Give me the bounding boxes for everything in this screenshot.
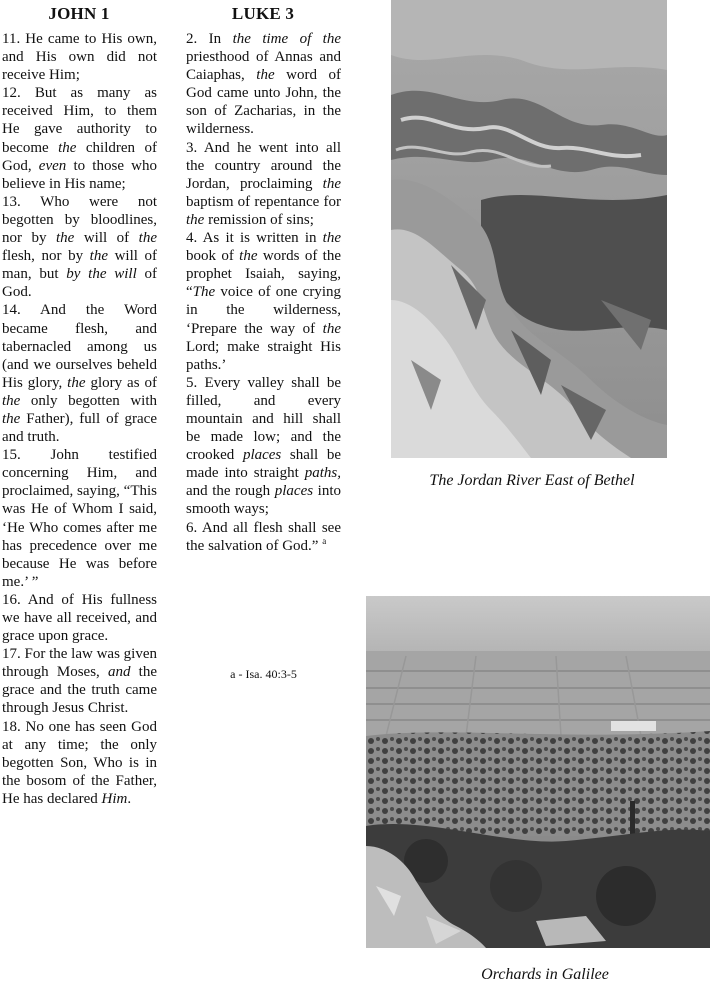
verse-john-15: 15. John testified concerning Him, and proclaimed, saying, “This was He of Whom I said, ‘He Who comes after me has precedence over me because He was before me.’ ” xyxy=(2,447,157,590)
john-column xyxy=(2,30,157,808)
verse-john-11: 11. He came to His own, and His own did not receive Him; xyxy=(2,31,157,84)
luke-column xyxy=(186,30,341,555)
verse-john-14: 14. And the Word became flesh, and tabernacled among us (and we ourselves beheld His glory, the glory as of the only begotten with the Father), full of grace and truth. xyxy=(2,302,157,446)
verse-luke-2: 2. In the time of the priesthood of Annas and Caiaphas, the word of God came unto John, the son of Zacharias, in the wilderness. xyxy=(186,31,342,138)
verse-luke-6: 6. And all flesh shall see the salvation of God.” $^a$ xyxy=(186,519,341,554)
verse-luke-3: 3. And he went into all the country around the Jordan, proclaiming the baptism of repentance for the remission of sins; xyxy=(186,139,341,228)
jordan-river-image xyxy=(391,0,667,458)
jordan-river-photo xyxy=(391,0,667,458)
verse-luke-5: 5. Every valley shall be filled, and every mountain and hill shall be made low; and the crooked places shall be made into straight paths, and the rough places into smooth ways; xyxy=(186,374,341,518)
heading-luke: LUKE 3 xyxy=(231,4,295,23)
caption-jordan: The Jordan River East of Bethel xyxy=(429,472,635,489)
caption-galilee: Orchards in Galilee xyxy=(481,966,609,983)
verse-john-16: 16. And of His fullness we have all received, and grace upon grace. xyxy=(2,591,157,645)
verse-john-13: 13. Who were not begotten by bloodlines, nor by the will of the flesh, nor by the will of man, but by the will of God. xyxy=(2,193,157,301)
footnote: a - Isa. 40:3-5 xyxy=(230,667,297,681)
verse-john-12: 12. But as many as received Him, to them He gave authority to become the children of God, even to those who believe in His name; xyxy=(2,85,158,192)
galilee-orchards-photo xyxy=(366,596,710,948)
verse-luke-4: 4. As it is written in the book of the words of the prophet Isaiah, saying, “The voice of one crying in the wilderness, ‘Prepare the way of the Lord; make straight His paths.’ xyxy=(186,230,341,373)
galilee-orchards-image xyxy=(366,596,710,948)
footnote-marker: a xyxy=(322,535,327,546)
heading-john: JOHN 1 xyxy=(48,4,110,23)
verse-john-17: 17. For the law was given through Moses, and the grace and the truth came through Jesus Christ. xyxy=(2,646,157,717)
verse-john-18: 18. No one has seen God at any time; the only begotten Son, Who is in the bosom of the Father, He has declared Him. xyxy=(2,718,157,807)
